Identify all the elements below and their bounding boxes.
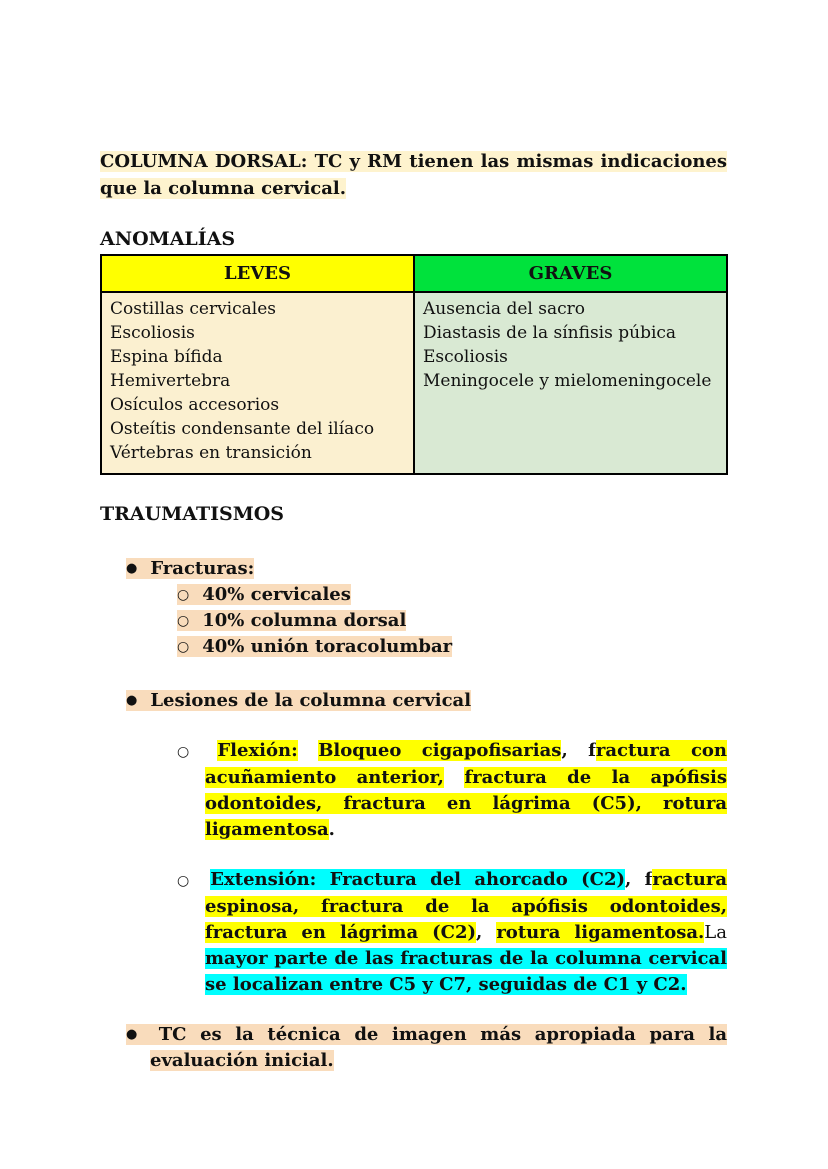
- filled-bullet-icon: ●: [126, 693, 138, 708]
- text-segment: .: [328, 819, 335, 840]
- table-cell-line: Costillas cervicales: [110, 299, 276, 319]
- circle-bullet-icon: ○: [177, 873, 197, 889]
- text-segment: La: [704, 922, 727, 943]
- text-segment: [298, 740, 318, 761]
- table-cell-line: Ausencia del sacro: [423, 299, 585, 319]
- table-cell-line: Vértebras en transición: [110, 443, 312, 463]
- text-segment: fractura en lágrima (C2): [205, 922, 477, 943]
- text-segment: fractura de la apófisis odontoides, fractura en lágrima (C5), rotura ligamentosa: [205, 767, 727, 840]
- column-header-leves: LEVES: [101, 255, 414, 292]
- intro-highlighted-text: COLUMNA DORSAL: TC y RM tienen las mismas indicaciones que la columna cervical.: [100, 151, 727, 199]
- intro-paragraph: [100, 148, 727, 202]
- text-segment: Extensión: Fractura del ahorcado (C2): [210, 869, 625, 890]
- text-segment: ,: [476, 922, 497, 943]
- circle-bullet-icon: ○: [177, 587, 190, 603]
- circle-bullet-icon: ○: [177, 639, 190, 655]
- bullet-item-lesiones: [126, 688, 727, 714]
- flexion-rich-text: [205, 740, 727, 840]
- table-cell-line: Meningocele y mielomeningocele: [423, 371, 712, 391]
- extension-paragraph: [100, 867, 727, 998]
- text-segment: Bloqueo cigapofisarias: [318, 740, 562, 761]
- sub-bullet-item: [177, 582, 727, 608]
- column-header-graves: GRAVES: [414, 255, 727, 292]
- text-segment: ractura con acuñamiento anterior,: [205, 740, 727, 788]
- text-segment: , f: [561, 740, 596, 761]
- fracturas-label: Fracturas:: [150, 558, 255, 579]
- anomalias-table-body-row: [101, 292, 727, 474]
- fracturas-item-label: 40% unión toracolumbar: [202, 636, 453, 657]
- fracturas-item-label: 40% cervicales: [202, 584, 351, 605]
- fracturas-item-label: 10% columna dorsal: [202, 610, 407, 631]
- sub-bullet-item: [177, 634, 727, 660]
- table-cell-line: Hemivertebra: [110, 371, 231, 391]
- anomalias-heading: ANOMALÍAS: [100, 228, 236, 250]
- text-segment: rotura ligamentosa.: [496, 922, 705, 943]
- circle-bullet-icon: ○: [177, 613, 190, 629]
- table-cell-line: Escoliosis: [423, 347, 508, 367]
- extension-rich-text: [205, 869, 727, 995]
- table-cell-line: Espina bífida: [110, 347, 223, 367]
- text-segment: , f: [625, 869, 653, 890]
- text-segment: [444, 767, 464, 788]
- leves-cell: [101, 292, 414, 474]
- text-segment: mayor parte de las fracturas de la columna cervical se localizan entre C5 y C7, seguidas de C1 y C2.: [205, 948, 727, 995]
- table-cell-line: Osteítis condensante del ilíaco: [110, 419, 375, 439]
- text-segment: Flexión:: [217, 740, 298, 761]
- bullet-item-fracturas: [126, 556, 727, 582]
- graves-cell: [414, 292, 727, 474]
- text-segment: ractura espinosa, fractura de la apófisis odontoides,: [205, 869, 728, 917]
- traumatismos-heading: TRAUMATISMOS: [100, 503, 285, 525]
- bullet-item-tc-note: [100, 1022, 727, 1074]
- circle-bullet-icon: ○: [177, 744, 204, 760]
- lesiones-label: Lesiones de la columna cervical: [150, 690, 472, 711]
- flexion-paragraph: [100, 738, 727, 843]
- tc-note-text: TC es la técnica de imagen más apropiada para la evaluación inicial.: [150, 1024, 728, 1071]
- table-cell-line: Escoliosis: [110, 323, 195, 343]
- anomalias-table: [100, 254, 728, 475]
- filled-bullet-icon: ●: [126, 1027, 145, 1042]
- filled-bullet-icon: ●: [126, 561, 138, 576]
- table-cell-line: Osículos accesorios: [110, 395, 280, 415]
- anomalias-table-header-row: [101, 255, 727, 292]
- table-cell-line: Diastasis de la sínfisis púbica: [423, 323, 677, 343]
- sub-bullet-item: [177, 608, 727, 634]
